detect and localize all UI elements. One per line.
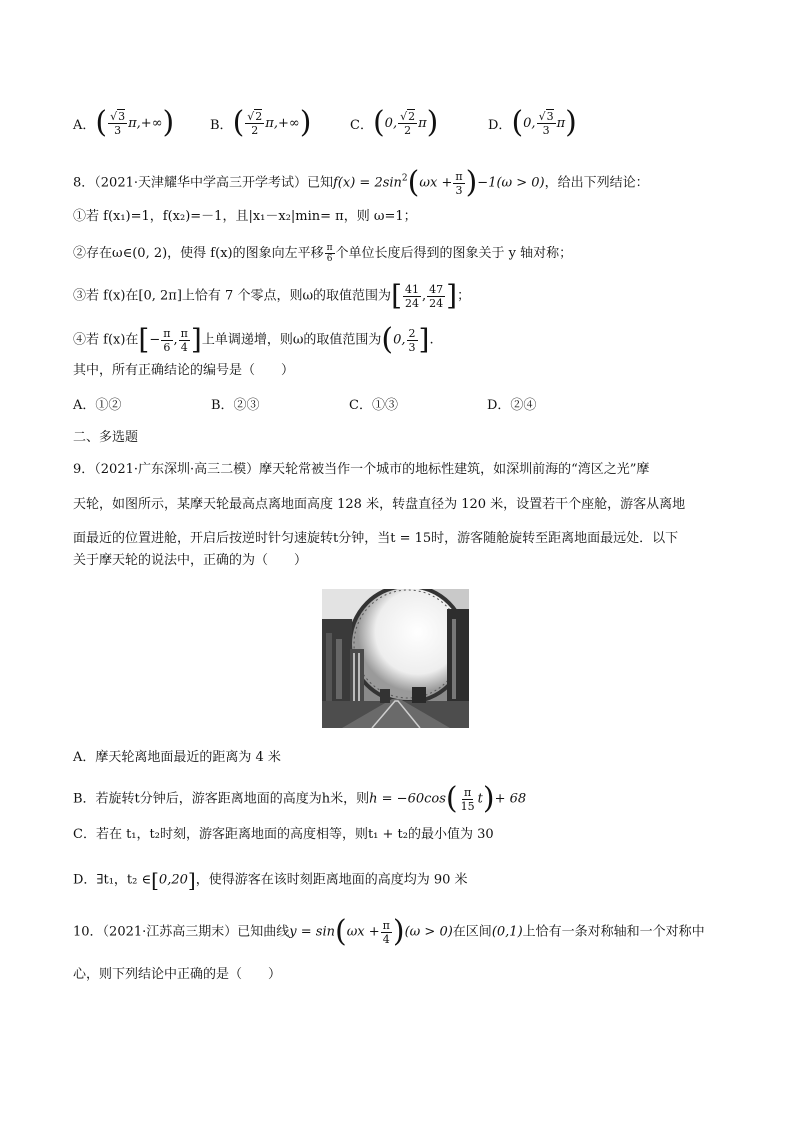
q8-statement-2: ②存在ω∈(0, 2)，使得 f(x)的图象向左平移 $\frac{\pi}{6}$ 个单位长度后得到的图象关于 y 轴对称； [73,243,573,264]
q7-option-a[interactable]: A． ( $\frac{√3}{3}$ π,+∞ ) [73,105,175,140]
q8-question: 其中，所有正确结论的编号是（ ） [73,363,295,378]
ferris-wheel-photo [322,589,469,728]
q9-option-c[interactable]: C．若在 t₁，t₂时刻，游客距离地面的高度相等，则t₁ + t₂的最小值为 30 [73,827,494,842]
q7-option-b[interactable]: B． ( $\frac{√2}{2}$ π,+∞ ) [210,105,312,140]
q9-option-a[interactable]: A．摩天轮离地面最近的距离为 4 米 [73,750,281,765]
section-title: 二、多选题 [73,430,139,445]
q7-option-c[interactable]: C． ( 0, $\frac{√2}{2}$ π ) [350,105,439,140]
q8-options [73,394,536,413]
q8-statement-1: ①若 f(x₁)=1，f(x₂)=－1，且|x₁－x₂|min= π，则 ω=1； [73,209,417,224]
q7-options [73,105,577,140]
q9-line-2: 天轮，如图所示，某摩天轮最高点离地面高度 128 米，转盘直径为 120 米，设置若干个座舱，游客从离地 [73,497,686,512]
q9-option-b[interactable]: B．若旋转t分钟后，游客距离地面的高度为h米，则h = −60cos( $\frac{\pi}{15}$ t)+ 68 [73,781,527,816]
q10-line-1: 10．（2021·江苏高三期末）已知曲线y = sin(ωx + $\frac{\pi}{4}$ )(ω > 0)在区间(0,1)上恰有一条对称轴和一个对称中 [73,914,705,949]
q8-statement-3: ③若 f(x)在[0, 2π]上恰有 7 个零点，则ω的取值范围为[ $\frac{41}{24}$ , $\frac{47}{24}$ ]； [73,279,471,312]
q7-option-d[interactable]: D． ( 0, $\frac{√3}{3}$ π ) [488,105,577,140]
q8-statement-4: ④若 f(x)在[− $\frac{\pi}{6}$ , $\frac{\pi}{4}$ ]上单调递增，则ω的取值范围为(0, $\frac{2}{3}$ ]. [73,322,434,357]
q8-stem: 8．（2021·天津耀华中学高三开学考试）已知$f(x) = 2\sin^2(\omega x$ + $\frac{\pi}{3}$ )−1(ω > 0)，给出下列结论： [73,165,649,200]
q9-line-3: 面最近的位置进舱，开启后按逆时针匀速旋转t分钟，当t = 15时，游客随舱旋转至距离地面最远处．以下 [73,531,679,546]
q9-line-1: 9．（2021·广东深圳·高三二模）摩天轮常被当作一个城市的地标性建筑，如深圳前海的“湾区之光”摩 [73,462,650,477]
q8-option-c[interactable]: C．①③ [349,398,398,413]
q8-option-a[interactable]: A．①② [73,398,122,413]
q9-option-d[interactable]: D．∃t₁，t₂ ∈[0,20]，使得游客在该时刻距离地面的高度均为 90 米 [73,868,468,892]
q10-line-2: 心，则下列结论中正确的是（ ） [73,967,282,982]
q9-line-4: 关于摩天轮的说法中，正确的为（ ） [73,553,308,568]
q8-option-d[interactable]: D．②④ [487,398,537,413]
q8-option-b[interactable]: B．②③ [211,398,260,413]
